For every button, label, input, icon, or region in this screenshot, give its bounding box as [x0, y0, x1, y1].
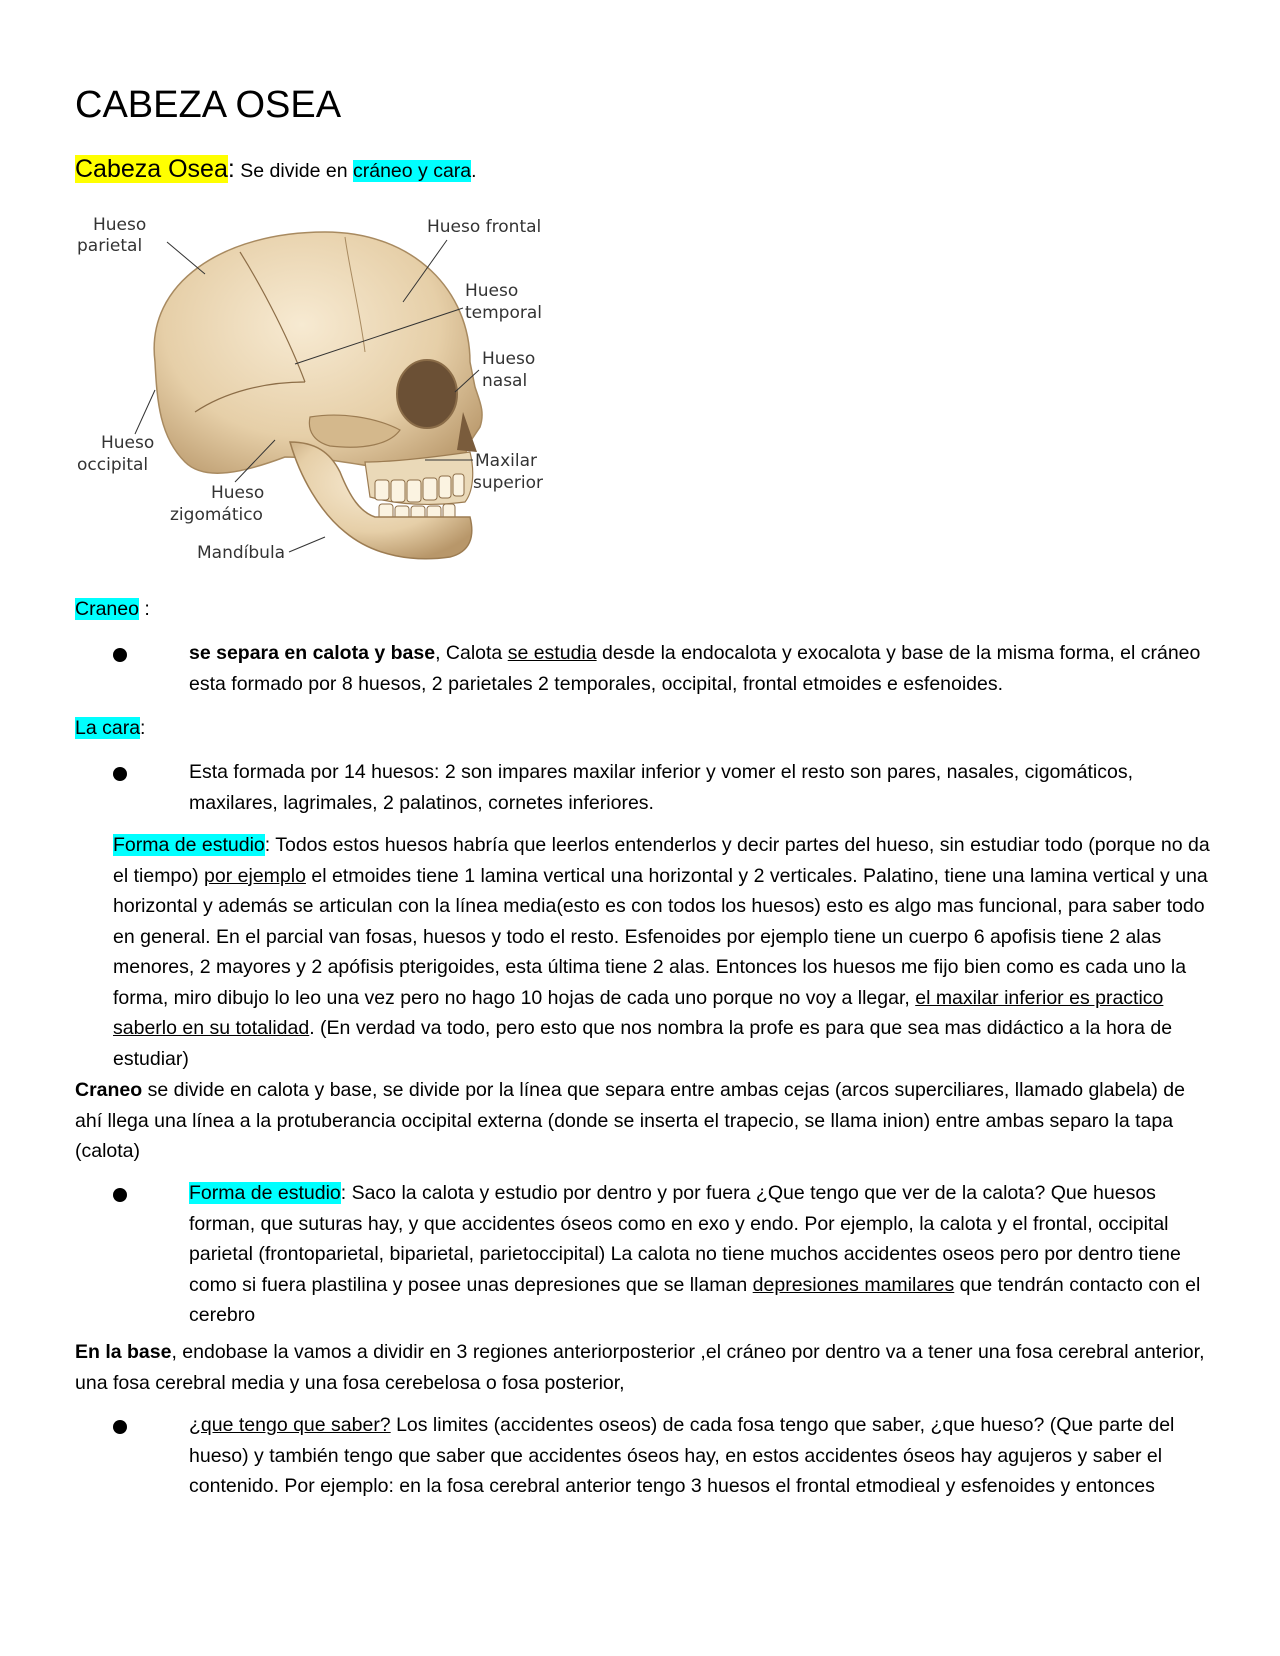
base-paragraph: [75, 1337, 1215, 1398]
base-para-text: , endobase la vamos a dividir en 3 regiones anteriorposterior ,el cráneo por dentro va a tener una fosa cerebral anterior, una fosa cerebral media y una fosa cerebelosa o fosa posterior,: [75, 1341, 1205, 1394]
label-zigomatico-1: Hueso: [211, 483, 265, 503]
base-bullet-text-body: Los limites (accidentes oseos) de cada fosa tengo que saber, ¿que hueso? (Que parte del hueso) y también tengo que saber que accidentes óseos hay, en estos accidentes óseos hay agujeros y saber el contenido. Por ejemplo: en la fosa cerebral anterior tengo 3 huesos el frontal etmodieal y esfenoides y entonces: [189, 1414, 1175, 1497]
label-nasal-2: nasal: [482, 371, 528, 391]
base-bullet-underlined: ¿que tengo que saber?: [189, 1414, 391, 1436]
orbit-shape: [397, 360, 457, 428]
forma2-underlined: depresiones mamilares: [752, 1273, 955, 1296]
list-item: [113, 1410, 1201, 1502]
intro-end: .: [471, 160, 477, 182]
label-occipital-1: Hueso: [101, 433, 155, 453]
forma1-underlined-1: por ejemplo: [204, 864, 306, 887]
label-frontal: Hueso frontal: [427, 217, 542, 237]
label-maxilar-1: Maxilar: [475, 451, 537, 471]
forma2-part2: que tendrán contacto con el cerebro: [189, 1273, 1201, 1326]
craneo-bullet-text: [189, 638, 1201, 699]
label-nasal-1: Hueso: [482, 349, 536, 369]
craneo-colon: :: [138, 598, 150, 620]
intro-line: [75, 154, 477, 187]
label-zigomatico-2: zigomático: [170, 505, 263, 525]
cara-colon: :: [140, 717, 146, 739]
bullet-dot: [113, 1188, 127, 1202]
forma1-part2: el etmoides tiene 1 lamina vertical una horizontal y 2 verticales. Palatino, tiene una lamina vertical y una horizontal y además se articulan con la línea media(esto es con todos los huesos) esto es algo mas funcional, para saber todo en general. En el parcial van fosas, huesos y todo el resto. Esfenoides por ejemplo tiene un cuerpo 6 apofisis tiene 2 alas menores, 2 mayores y 2 apófisis pterigoides, esta última tiene 2 alas. Entonces los huesos me fijo bien como es cada uno la forma, miro dibujo lo leo una vez pero no hago 10 hojas de cada uno porque no voy a llegar,: [113, 864, 1208, 1009]
craneo-bullet-bold: se separa en calota y base: [189, 642, 436, 664]
intro-text: Se divide en: [234, 160, 353, 182]
label-occipital-2: occipital: [77, 455, 149, 475]
craneo-para-text: se divide en calota y base, se divide por la línea que separa entre ambas cejas (arcos superciliares, llamado glabela) de ahí llega una línea a la protuberancia occipital externa (donde se inserta el trapecio, se llama inion) entre ambas separo la tapa (calota): [75, 1079, 1185, 1162]
page-title: CABEZA OSEA: [75, 84, 342, 126]
forma1-term: Forma de estudio: [113, 834, 265, 856]
craneo-bullet-part1: , Calota: [435, 642, 508, 664]
intro-highlight: cráneo y cara: [353, 160, 472, 182]
label-parietal-1: Hueso: [93, 215, 147, 235]
forma1-underlined-2: el maxilar inferior es practico saberlo en su totalidad: [113, 986, 1164, 1039]
craneo-bullet-underlined: se estudia: [507, 642, 597, 664]
bullet-dot: [113, 648, 127, 662]
label-temporal-1: Hueso: [465, 281, 519, 301]
forma2-term: Forma de estudio: [189, 1182, 341, 1204]
bullet-dot: [113, 1420, 127, 1434]
label-mandibula: Mandíbula: [197, 543, 286, 563]
craneo-para-bold: Craneo: [75, 1079, 143, 1101]
cara-term: La cara: [75, 717, 141, 739]
craneo-bullet-part2: desde la endocalota y exocalota y base de la misma forma, el cráneo esta formado por 8 huesos, 2 parietales 2 temporales, occipital, frontal etmoides e esfenoides.: [189, 642, 1201, 695]
craneo-heading: [75, 594, 1215, 625]
label-maxilar-2: superior: [473, 473, 543, 493]
skull-illustration: [75, 212, 585, 602]
list-item: [113, 1178, 1201, 1331]
label-temporal-2: temporal: [465, 303, 543, 323]
craneo-term: Craneo: [75, 598, 139, 620]
base-para-bold: En la base: [75, 1341, 172, 1363]
intro-colon: :: [227, 155, 235, 183]
forma1-part1: : Todos estos huesos habría que leerlos entenderlos y decir partes del hueso, sin estudiar todo (porque no da el tiempo): [113, 834, 1210, 887]
intro-term: Cabeza Osea: [75, 155, 228, 183]
bullet-dot: [113, 767, 127, 781]
forma1-part3: . (En verdad va todo, pero esto que nos nombra la profe es para que sea mas didáctico a la hora de estudiar): [113, 1017, 1173, 1070]
base-bullet-text: [189, 1410, 1201, 1502]
forma2-part1: : Saco la calota y estudio por dentro y por fuera ¿Que tengo que ver de la calota? Que huesos forman, que suturas hay, y que accidentes óseos como en exo y endo. Por ejemplo, la calota y el frontal, occipital parietal (frontoparietal, biparietal, parietoccipital) La calota no tiene muchos accidentes oseos pero por dentro tiene como si fuera plastilina y posee unas depresiones que se llaman: [189, 1182, 1181, 1296]
craneo-paragraph: [75, 1075, 1215, 1167]
forma2-bullet-text: [189, 1178, 1201, 1331]
label-parietal-2: parietal: [77, 236, 143, 256]
forma-estudio-paragraph-1: [113, 830, 1213, 1074]
cara-heading: [75, 713, 1215, 744]
list-item: [113, 638, 1201, 699]
cara-bullet-text: Esta formada por 14 huesos: 2 son impares maxilar inferior y vomer el resto son pares, nasales, cigomáticos, maxilares, lagrimales, 2 palatinos, cornetes inferiores.: [189, 761, 1134, 814]
list-item: [113, 757, 1201, 818]
